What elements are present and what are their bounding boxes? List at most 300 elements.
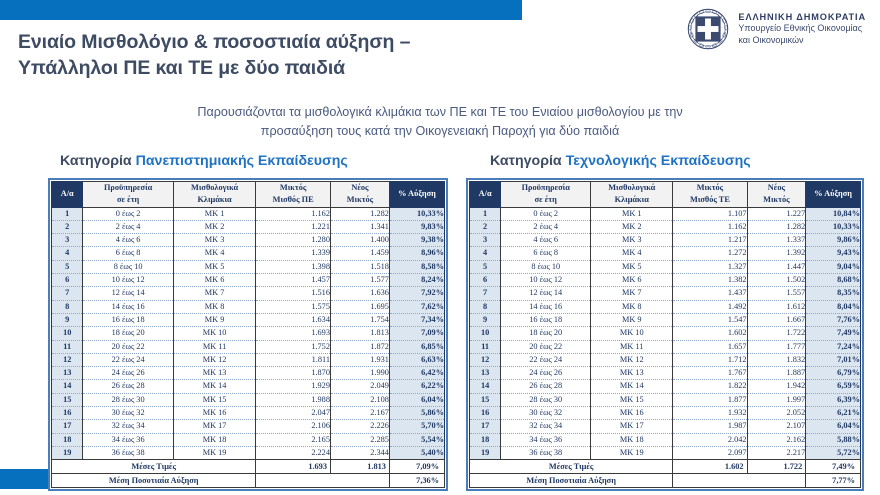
page-title-line-2: Υπάλληλοι ΠΕ και ΤΕ με δύο παιδιά: [18, 56, 346, 79]
cell-5: 6,85%: [389, 340, 444, 353]
pay-table-pe-body: [52, 207, 445, 460]
cell-1: 16 έως 18: [83, 313, 173, 326]
cell-4: 2.107: [747, 420, 806, 433]
cell-5: 5,86%: [389, 407, 444, 420]
cell-0: 12: [52, 353, 83, 366]
cell-3: 1.929: [256, 380, 331, 393]
table-row: [52, 446, 445, 459]
cell-0: 1: [470, 207, 501, 220]
table-row: [470, 420, 861, 433]
cell-4: 1.577: [330, 274, 389, 287]
cell-5: 7,01%: [806, 353, 861, 366]
cell-4: 1.447: [747, 260, 806, 273]
cell-1: 18 έως 20: [501, 327, 591, 340]
table-row: [52, 260, 445, 273]
cell-2: ΜΚ 6: [591, 274, 673, 287]
cell-1: 10 έως 12: [501, 274, 591, 287]
cell-5: 8,24%: [389, 274, 444, 287]
cell-4: 1.887: [747, 367, 806, 380]
cell-3: 1.634: [256, 313, 331, 326]
summary-percent: 7,09%: [389, 460, 444, 474]
table-row: [52, 340, 445, 353]
cell-5: 7,09%: [389, 327, 444, 340]
table-row: [52, 380, 445, 393]
cell-5: 5,88%: [806, 433, 861, 446]
cell-3: 2.165: [256, 433, 331, 446]
cell-0: 19: [470, 446, 501, 459]
cell-0: 15: [470, 393, 501, 406]
section-heading-te-prefix: Κατηγορία: [490, 153, 566, 169]
cell-1: 26 έως 28: [83, 380, 173, 393]
cell-2: ΜΚ 13: [591, 367, 673, 380]
cell-2: ΜΚ 6: [173, 274, 256, 287]
table-row: [52, 420, 445, 433]
cell-5: 5,70%: [389, 420, 444, 433]
cell-3: 1.492: [673, 300, 747, 313]
table-row: [470, 380, 861, 393]
cell-0: 17: [470, 420, 501, 433]
pay-table-te-head: [470, 182, 861, 208]
cell-2: ΜΚ 10: [591, 327, 673, 340]
cell-3: 1.877: [673, 393, 747, 406]
cell-1: 12 έως 14: [83, 287, 173, 300]
cell-4: 1.502: [747, 274, 806, 287]
cell-2: ΜΚ 14: [591, 380, 673, 393]
cell-4: 1.813: [330, 327, 389, 340]
cell-2: ΜΚ 14: [173, 380, 256, 393]
cell-2: ΜΚ 4: [591, 247, 673, 260]
column-header-4: Νέος Μικτός: [330, 182, 389, 208]
cell-3: 1.811: [256, 353, 331, 366]
cell-2: ΜΚ 4: [173, 247, 256, 260]
cell-3: 1.516: [256, 287, 331, 300]
cell-1: 30 έως 32: [501, 407, 591, 420]
cell-0: 5: [470, 260, 501, 273]
cell-3: 1.657: [673, 340, 747, 353]
cell-1: 34 έως 36: [83, 433, 173, 446]
cell-1: 0 έως 2: [83, 207, 173, 220]
cell-1: 22 έως 24: [501, 353, 591, 366]
cell-3: 1.767: [673, 367, 747, 380]
table-row: [470, 220, 861, 233]
cell-4: 2.049: [330, 380, 389, 393]
cell-4: 2.285: [330, 433, 389, 446]
cell-2: ΜΚ 19: [173, 446, 256, 459]
cell-2: ΜΚ 1: [591, 207, 673, 220]
column-header-0: Α/α: [52, 182, 83, 208]
cell-3: 1.987: [673, 420, 747, 433]
table-row: [470, 274, 861, 287]
cell-4: 2.344: [330, 446, 389, 459]
table-row: [470, 327, 861, 340]
pay-table-te-body: [470, 207, 861, 460]
cell-2: ΜΚ 9: [173, 313, 256, 326]
cell-5: 6,39%: [806, 393, 861, 406]
cell-2: ΜΚ 3: [591, 234, 673, 247]
cell-0: 14: [470, 380, 501, 393]
cell-1: 28 έως 30: [83, 393, 173, 406]
cell-5: 8,96%: [389, 247, 444, 260]
table-row: [470, 260, 861, 273]
section-heading-pe: [60, 153, 348, 169]
cell-2: ΜΚ 5: [591, 260, 673, 273]
summary-row: [470, 460, 861, 474]
table-row: [470, 300, 861, 313]
table-header-row: [52, 182, 445, 208]
table-row: [470, 367, 861, 380]
cell-1: 20 έως 22: [501, 340, 591, 353]
table-row: [470, 393, 861, 406]
cell-5: 8,35%: [806, 287, 861, 300]
cell-3: 1.217: [673, 234, 747, 247]
cell-4: 1.557: [747, 287, 806, 300]
cell-5: 10,33%: [806, 220, 861, 233]
greek-republic-emblem-icon: [687, 8, 729, 50]
cell-5: 8,58%: [389, 260, 444, 273]
cell-0: 10: [470, 327, 501, 340]
cell-2: ΜΚ 10: [173, 327, 256, 340]
cell-4: 1.832: [747, 353, 806, 366]
cell-0: 14: [52, 380, 83, 393]
cell-5: 5,54%: [389, 433, 444, 446]
summary-row: [52, 474, 445, 488]
column-header-5: % Αύξηση: [389, 182, 444, 208]
cell-0: 9: [470, 313, 501, 326]
cell-3: 1.870: [256, 367, 331, 380]
logo-line-ministry-2: και Οικονομικών: [738, 34, 804, 45]
pay-table-te: [469, 181, 861, 488]
cell-0: 2: [470, 220, 501, 233]
cell-0: 3: [52, 234, 83, 247]
cell-4: 2.226: [330, 420, 389, 433]
column-header-1: Προϋπηρεσία σε έτη: [83, 182, 173, 208]
table-row: [52, 407, 445, 420]
cell-3: 2.047: [256, 407, 331, 420]
table-row: [52, 433, 445, 446]
column-header-3: Μικτός Μισθός ΤΕ: [673, 182, 747, 208]
cell-2: ΜΚ 3: [173, 234, 256, 247]
cell-2: ΜΚ 11: [591, 340, 673, 353]
table-row: [470, 353, 861, 366]
cell-4: 1.459: [330, 247, 389, 260]
cell-4: 1.282: [747, 220, 806, 233]
cell-0: 8: [470, 300, 501, 313]
cell-2: ΜΚ 12: [173, 353, 256, 366]
section-heading-pe-prefix: Κατηγορία: [60, 153, 136, 169]
cell-1: 10 έως 12: [83, 274, 173, 287]
cell-3: 2.097: [673, 446, 747, 459]
cell-5: 7,24%: [806, 340, 861, 353]
table-row: [470, 340, 861, 353]
summary-row: [470, 474, 861, 488]
cell-0: 13: [470, 367, 501, 380]
cell-3: 1.382: [673, 274, 747, 287]
cell-3: 1.932: [673, 407, 747, 420]
cell-0: 4: [470, 247, 501, 260]
cell-5: 6,04%: [806, 420, 861, 433]
cell-1: 8 έως 10: [83, 260, 173, 273]
cell-4: 1.997: [747, 393, 806, 406]
cell-5: 7,62%: [389, 300, 444, 313]
cell-5: 9,38%: [389, 234, 444, 247]
table-row: [52, 287, 445, 300]
cell-3: 1.339: [256, 247, 331, 260]
cell-5: 7,76%: [806, 313, 861, 326]
section-heading-te: [490, 153, 751, 169]
cell-2: ΜΚ 18: [173, 433, 256, 446]
cell-1: 32 έως 34: [83, 420, 173, 433]
summary-value-1: 1.722: [747, 460, 806, 474]
cell-2: ΜΚ 5: [173, 260, 256, 273]
cell-1: 4 έως 6: [501, 234, 591, 247]
cell-3: 1.437: [673, 287, 747, 300]
table-row: [52, 247, 445, 260]
cell-5: 5,40%: [389, 446, 444, 459]
pay-table-te-container: [466, 178, 864, 491]
column-header-3: Μικτός Μισθός ΠΕ: [256, 182, 331, 208]
cell-2: ΜΚ 15: [591, 393, 673, 406]
cell-1: 18 έως 20: [83, 327, 173, 340]
cell-4: 1.754: [330, 313, 389, 326]
page-title: [18, 30, 638, 81]
cell-5: 7,34%: [389, 313, 444, 326]
pay-table-pe-container: [48, 178, 448, 491]
pay-table-pe-foot: [52, 460, 445, 488]
cell-4: 2.052: [747, 407, 806, 420]
cell-4: 1.667: [747, 313, 806, 326]
cell-3: 1.822: [673, 380, 747, 393]
cell-5: 8,04%: [806, 300, 861, 313]
cell-5: 9,04%: [806, 260, 861, 273]
cell-0: 5: [52, 260, 83, 273]
cell-4: 1.942: [747, 380, 806, 393]
cell-1: 34 έως 36: [501, 433, 591, 446]
cell-5: 6,79%: [806, 367, 861, 380]
cell-1: 2 έως 4: [501, 220, 591, 233]
cell-2: ΜΚ 12: [591, 353, 673, 366]
cell-0: 8: [52, 300, 83, 313]
cell-1: 8 έως 10: [501, 260, 591, 273]
cell-0: 11: [470, 340, 501, 353]
cell-2: ΜΚ 9: [591, 313, 673, 326]
cell-5: 6,21%: [806, 407, 861, 420]
cell-4: 1.990: [330, 367, 389, 380]
cell-2: ΜΚ 7: [591, 287, 673, 300]
ministry-logo-text: [738, 12, 866, 47]
summary-value-1: 1.813: [330, 460, 389, 474]
cell-0: 16: [470, 407, 501, 420]
cell-4: 1.612: [747, 300, 806, 313]
cell-3: 1.712: [673, 353, 747, 366]
table-row: [52, 274, 445, 287]
cell-2: ΜΚ 13: [173, 367, 256, 380]
table-row: [52, 393, 445, 406]
cell-5: 7,92%: [389, 287, 444, 300]
logo-line-ministry-1: Υπουργείο Εθνικής Οικονομίας: [738, 23, 863, 34]
summary-value-0: 1.602: [673, 460, 747, 474]
column-header-2: Μισθολογικά Κλιμάκια: [173, 182, 256, 208]
cell-2: ΜΚ 2: [173, 220, 256, 233]
cell-1: 0 έως 2: [501, 207, 591, 220]
cell-0: 18: [470, 433, 501, 446]
cell-2: ΜΚ 17: [591, 420, 673, 433]
page-subtitle: [80, 103, 800, 141]
cell-0: 15: [52, 393, 83, 406]
cell-3: 1.575: [256, 300, 331, 313]
cell-5: 10,84%: [806, 207, 861, 220]
top-accent-bar: [0, 0, 522, 20]
cell-4: 1.636: [330, 287, 389, 300]
cell-4: 2.217: [747, 446, 806, 459]
section-heading-pe-accent: Πανεπιστημιακής Εκπαίδευσης: [135, 153, 348, 169]
cell-1: 6 έως 8: [83, 247, 173, 260]
cell-2: ΜΚ 15: [173, 393, 256, 406]
table-row: [470, 313, 861, 326]
cell-2: ΜΚ 8: [173, 300, 256, 313]
table-row: [52, 353, 445, 366]
cell-5: 10,33%: [389, 207, 444, 220]
cell-0: 18: [52, 433, 83, 446]
table-row: [52, 313, 445, 326]
cell-3: 2.106: [256, 420, 331, 433]
cell-1: 6 έως 8: [501, 247, 591, 260]
summary-label: Μέση Ποσοτιαία Αύξηση: [52, 474, 256, 488]
cell-4: 2.108: [330, 393, 389, 406]
cell-5: 6,42%: [389, 367, 444, 380]
cell-1: 14 έως 16: [501, 300, 591, 313]
cell-4: 1.400: [330, 234, 389, 247]
table-row: [52, 234, 445, 247]
cell-5: 6,59%: [806, 380, 861, 393]
cell-4: 1.777: [747, 340, 806, 353]
cell-3: 1.752: [256, 340, 331, 353]
cell-4: 1.722: [747, 327, 806, 340]
page-subtitle-line-1: Παρουσιάζονται τα μισθολογικά κλιμάκια των ΠΕ και ΤΕ του Ενιαίου μισθολογίου με την: [197, 105, 683, 119]
summary-label: Μέση Ποσοτιαία Αύξηση: [470, 474, 673, 488]
cell-0: 17: [52, 420, 83, 433]
ministry-logo: [687, 8, 866, 50]
cell-5: 5,72%: [806, 446, 861, 459]
cell-2: ΜΚ 16: [173, 407, 256, 420]
cell-1: 24 έως 26: [501, 367, 591, 380]
table-row: [52, 367, 445, 380]
cell-3: 1.162: [673, 220, 747, 233]
cell-3: 2.042: [673, 433, 747, 446]
table-row: [470, 433, 861, 446]
page-title-line-1: Ενιαίο Μισθολόγιο & ποσοστιαία αύξηση –: [18, 31, 411, 53]
table-row: [470, 446, 861, 459]
cell-1: 12 έως 14: [501, 287, 591, 300]
cell-4: 1.392: [747, 247, 806, 260]
cell-3: 1.602: [673, 327, 747, 340]
cell-2: ΜΚ 18: [591, 433, 673, 446]
cell-3: 1.988: [256, 393, 331, 406]
cell-1: 28 έως 30: [501, 393, 591, 406]
cell-4: 2.162: [747, 433, 806, 446]
cell-2: ΜΚ 16: [591, 407, 673, 420]
cell-2: ΜΚ 1: [173, 207, 256, 220]
cell-4: 1.872: [330, 340, 389, 353]
column-header-4: Νέος Μικτός: [747, 182, 806, 208]
cell-1: 4 έως 6: [83, 234, 173, 247]
cell-0: 4: [52, 247, 83, 260]
cell-5: 6,04%: [389, 393, 444, 406]
cell-3: 1.398: [256, 260, 331, 273]
cell-3: 1.221: [256, 220, 331, 233]
table-row: [470, 234, 861, 247]
cell-2: ΜΚ 19: [591, 446, 673, 459]
cell-1: 2 έως 4: [83, 220, 173, 233]
cell-5: 9,86%: [806, 234, 861, 247]
cell-3: 1.327: [673, 260, 747, 273]
column-header-2: Μισθολογικά Κλιμάκια: [591, 182, 673, 208]
table-row: [470, 407, 861, 420]
cell-0: 16: [52, 407, 83, 420]
cell-3: 1.547: [673, 313, 747, 326]
pay-table-pe-head: [52, 182, 445, 208]
cell-0: 11: [52, 340, 83, 353]
summary-percent: 7,49%: [806, 460, 861, 474]
cell-3: 1.693: [256, 327, 331, 340]
cell-5: 8,68%: [806, 274, 861, 287]
cell-3: 1.280: [256, 234, 331, 247]
cell-2: ΜΚ 7: [173, 287, 256, 300]
table-row: [52, 220, 445, 233]
page-subtitle-line-2: προσαύξηση τους κατά την Οικογενειακή Παροχή για δύο παιδιά: [260, 123, 620, 138]
cell-1: 36 έως 38: [501, 446, 591, 459]
cell-3: 1.107: [673, 207, 747, 220]
cell-1: 32 έως 34: [501, 420, 591, 433]
column-header-0: Α/α: [470, 182, 501, 208]
cell-0: 7: [470, 287, 501, 300]
table-row: [52, 207, 445, 220]
cell-0: 3: [470, 234, 501, 247]
cell-0: 9: [52, 313, 83, 326]
pay-table-te-foot: [470, 460, 861, 488]
cell-1: 22 έως 24: [83, 353, 173, 366]
cell-1: 14 έως 16: [83, 300, 173, 313]
summary-blank: [673, 474, 806, 488]
column-header-1: Προϋπηρεσία σε έτη: [501, 182, 591, 208]
summary-percent: 7,77%: [806, 474, 861, 488]
cell-4: 2.167: [330, 407, 389, 420]
cell-0: 12: [470, 353, 501, 366]
cell-4: 1.337: [747, 234, 806, 247]
cell-4: 1.695: [330, 300, 389, 313]
table-row: [52, 327, 445, 340]
cell-1: 16 έως 18: [501, 313, 591, 326]
cell-0: 2: [52, 220, 83, 233]
cell-4: 1.282: [330, 207, 389, 220]
table-header-row: [470, 182, 861, 208]
cell-3: 1.272: [673, 247, 747, 260]
cell-0: 19: [52, 446, 83, 459]
column-header-5: % Αύξηση: [806, 182, 861, 208]
table-row: [470, 287, 861, 300]
cell-1: 26 έως 28: [501, 380, 591, 393]
cell-1: 36 έως 38: [83, 446, 173, 459]
cell-5: 7,49%: [806, 327, 861, 340]
cell-5: 9,43%: [806, 247, 861, 260]
summary-value-0: 1.693: [256, 460, 331, 474]
cell-2: ΜΚ 17: [173, 420, 256, 433]
summary-label: Μέσες Τιμές: [470, 460, 673, 474]
cell-1: 30 έως 32: [83, 407, 173, 420]
cell-2: ΜΚ 2: [591, 220, 673, 233]
pay-table-pe: [51, 181, 445, 488]
cell-0: 7: [52, 287, 83, 300]
cell-2: ΜΚ 11: [173, 340, 256, 353]
